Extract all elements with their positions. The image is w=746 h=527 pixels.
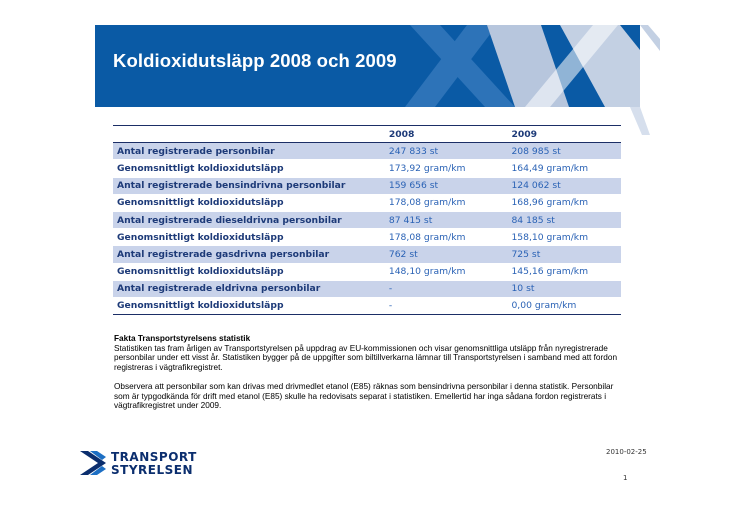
row-label: Genomsnittligt koldioxidutsläpp	[113, 194, 385, 211]
row-label: Antal registrerade dieseldrivna personbilar	[113, 211, 385, 228]
logo-chevron-icon	[80, 450, 108, 476]
value-2009: 725 st	[507, 246, 621, 263]
value-2009: 84 185 st	[507, 211, 621, 228]
row-label: Genomsnittligt koldioxidutsläpp	[113, 160, 385, 177]
table-row	[113, 194, 621, 211]
table-row	[113, 246, 621, 263]
value-2009: 0,00 gram/km	[507, 297, 621, 314]
header-label-cell	[113, 126, 385, 143]
transportstyrelsen-logo	[80, 450, 197, 481]
header-2009: 2009	[507, 126, 621, 143]
value-2008: -	[385, 297, 508, 314]
row-label: Antal registrerade eldrivna personbilar	[113, 280, 385, 297]
value-2009: 208 985 st	[507, 143, 621, 160]
slide-date: 2010-02-25	[606, 448, 647, 456]
table-row	[113, 177, 621, 194]
value-2009: 158,10 gram/km	[507, 229, 621, 246]
facts-section	[114, 334, 629, 411]
value-2009: 124 062 st	[507, 177, 621, 194]
facts-paragraph-1: Statistiken tas fram årligen av Transportstyrelsen på uppdrag av EU-kommissionen och visar genomsnittliga utsläpp från nyregistrerade personbilar under ett visst år. Statistiken bygger på de uppgifter som biltillverkarna lämnar till Transportstyrelsen i samband med att fordon registreras i vägtrafikregistret.	[114, 343, 618, 372]
value-2009: 10 st	[507, 280, 621, 297]
value-2008: 762 st	[385, 246, 508, 263]
header-2008: 2008	[385, 126, 508, 143]
value-2008: 159 656 st	[385, 177, 508, 194]
emissions-table	[113, 125, 621, 315]
table-row	[113, 280, 621, 297]
row-label: Antal registrerade gasdrivna personbilar	[113, 246, 385, 263]
value-2008: 178,08 gram/km	[385, 229, 508, 246]
value-2008: 148,10 gram/km	[385, 263, 508, 280]
row-label: Genomsnittligt koldioxidutsläpp	[113, 297, 385, 314]
table-row	[113, 160, 621, 177]
row-label: Antal registrerade personbilar	[113, 143, 385, 160]
row-label: Antal registrerade bensindrivna personbilar	[113, 177, 385, 194]
facts-heading: Fakta Transportstyrelsens statistik	[114, 334, 251, 343]
table-row	[113, 211, 621, 228]
facts-paragraph-2: Observera att personbilar som kan drivas med drivmedlet etanol (E85) räknas som bensindrivna personbilar i denna statistik. Personbilar som är typgodkända för drift med etanol (E85) skulle ha redovisats separat i statistiken. Emellertid har inga sådana fordon registrerats i vägtrafikregistret under 2009.	[114, 381, 614, 411]
value-2009: 145,16 gram/km	[507, 263, 621, 280]
table-row	[113, 229, 621, 246]
page-title: Koldioxidutsläpp 2008 och 2009	[113, 50, 397, 71]
value-2009: 168,96 gram/km	[507, 194, 621, 211]
value-2008: 247 833 st	[385, 143, 508, 160]
table-row	[113, 263, 621, 280]
value-2008: 87 415 st	[385, 211, 508, 228]
row-label: Genomsnittligt koldioxidutsläpp	[113, 263, 385, 280]
table-header-row	[113, 126, 621, 143]
value-2008: 173,92 gram/km	[385, 160, 508, 177]
value-2009: 164,49 gram/km	[507, 160, 621, 177]
value-2008: -	[385, 280, 508, 297]
table-row	[113, 297, 621, 314]
row-label: Genomsnittligt koldioxidutsläpp	[113, 229, 385, 246]
value-2008: 178,08 gram/km	[385, 194, 508, 211]
logo-text-line-1: TRANSPORT	[111, 450, 197, 464]
logo-text-line-2: STYRELSEN	[111, 463, 193, 477]
table-row	[113, 143, 621, 160]
banner-stripe-tail-graphic	[600, 25, 660, 135]
page-number: 1	[623, 474, 628, 482]
